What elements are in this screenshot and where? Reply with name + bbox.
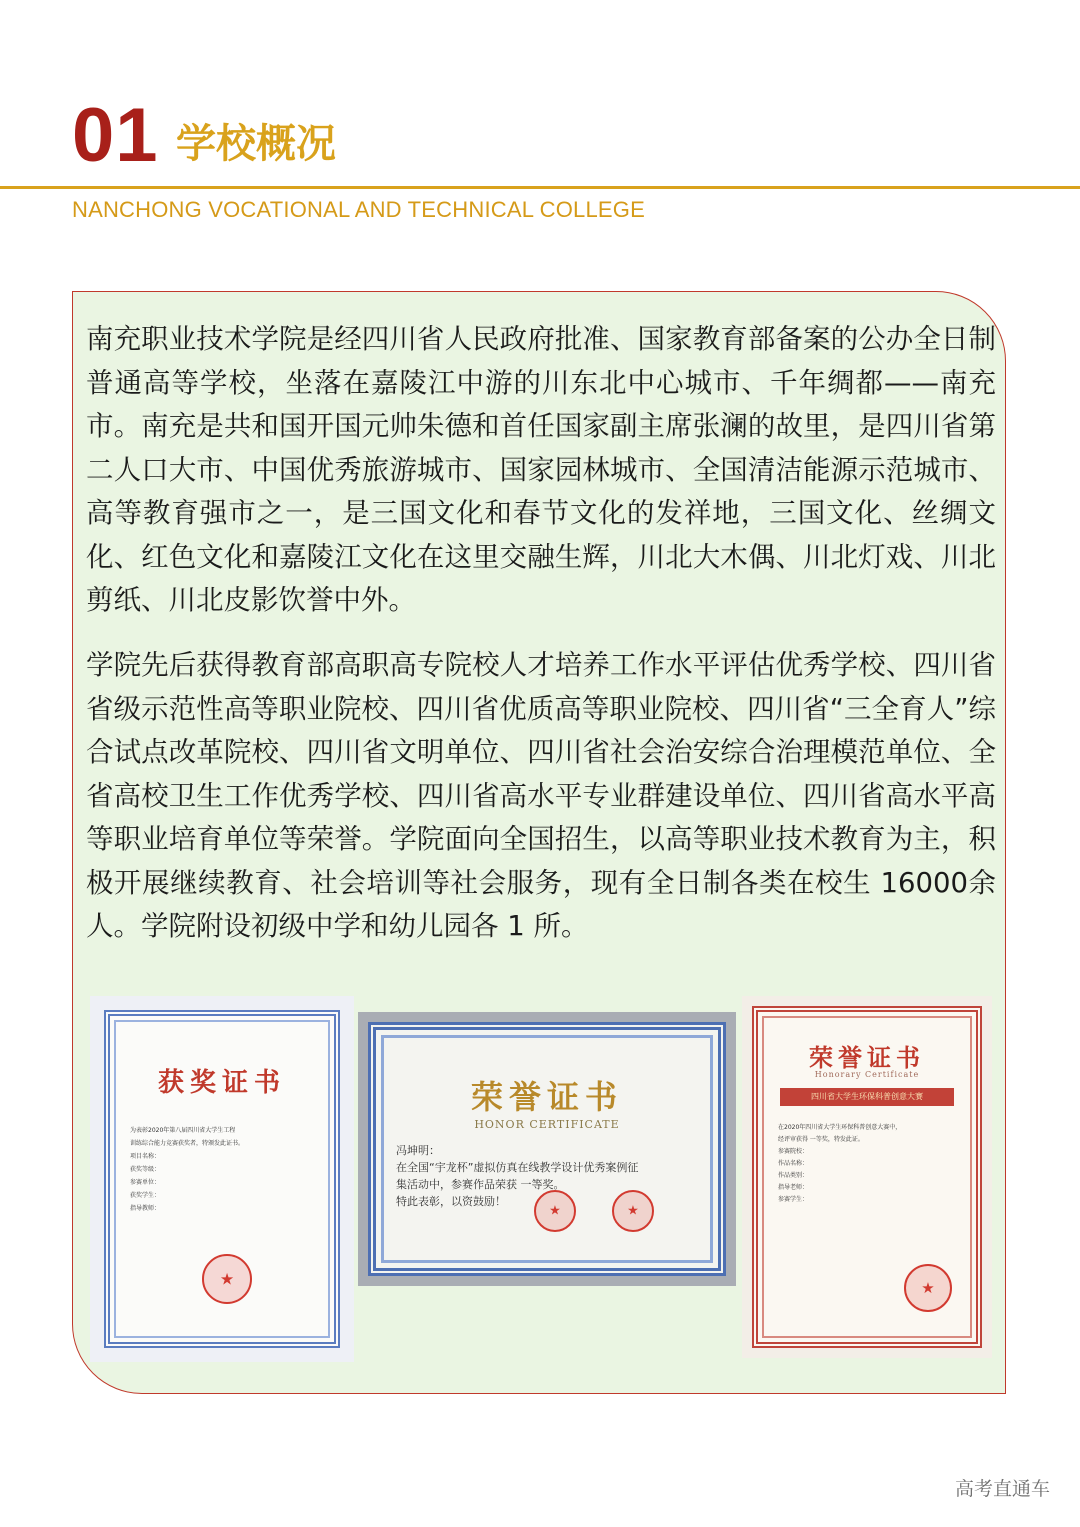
red-seal-icon bbox=[202, 1254, 252, 1304]
intro-paragraph-1: 南充职业技术学院是经四川省人民政府批准、国家教育部备案的公办全日制普通高等学校，坐落在嘉陵江中游的川东北中心城市、千年绸都——南充市。南充是共和国开国元帅朱德和首任国家副主席张澜的故里，是四川省第二人口大市、中国优秀旅游城市、国家园林城市、全国清洁能源示范城市、高等教育强市之一，是三国文化和春节文化的发祥地，三国文化、丝绸文化、红色文化和嘉陵江文化在这里交融生辉，川北大木偶、川北灯戏、川北剪纸、川北皮影饮誉中外。 bbox=[86, 323, 996, 616]
certificate-frame bbox=[752, 1006, 982, 1348]
certificate-line: 集活动中，参赛作品荣获 一等奖。 bbox=[396, 1178, 565, 1191]
certificate-line: 为表彰2020年第八届四川省大学生工程 bbox=[130, 1127, 236, 1134]
certificate-title: 荣誉证书 bbox=[470, 1078, 623, 1116]
certificate-title: 荣誉证书 bbox=[809, 1043, 925, 1072]
red-seal-icon bbox=[904, 1264, 952, 1312]
red-seal-icon bbox=[612, 1190, 654, 1232]
certificate-subtitle: HONOR CERTIFICATE bbox=[474, 1118, 620, 1131]
certificate-line: 指导教师： bbox=[130, 1205, 161, 1212]
certificate-line: 特此表彰，以资鼓励！ bbox=[396, 1195, 506, 1208]
watermark-text: 高考直通车 bbox=[954, 1478, 1050, 1500]
certificate-line: 作品类别： bbox=[778, 1172, 809, 1179]
certificate-line: 获奖学生： bbox=[130, 1192, 161, 1199]
certificate-line: 参赛学生： bbox=[778, 1196, 809, 1203]
certificate-line: 参赛单位： bbox=[130, 1179, 161, 1186]
award-certificate-image bbox=[90, 996, 354, 1362]
environmental-contest-certificate-image bbox=[742, 996, 992, 1358]
section-title: 学校概况 bbox=[176, 121, 336, 167]
certificate-line: 训练综合能力竞赛获奖者，特颁发此证书。 bbox=[130, 1140, 245, 1147]
certificate-line: 在2020年四川省大学生环保科普创意大赛中， bbox=[778, 1124, 902, 1131]
certificate-line: 获奖等级： bbox=[130, 1166, 161, 1173]
certificate-text bbox=[130, 1124, 314, 1215]
certificate-line: 作品名称： bbox=[778, 1160, 809, 1167]
college-english-name: NANCHONG VOCATIONAL AND TECHNICAL COLLEGE bbox=[72, 197, 645, 222]
certificate-line: 项目名称： bbox=[130, 1153, 161, 1160]
red-seal-icon bbox=[534, 1190, 576, 1232]
certificate-text bbox=[778, 1122, 956, 1206]
certificate-line: 参赛院校： bbox=[778, 1148, 809, 1155]
certificate-line: 在全国“宇龙杯”虚拟仿真在线教学设计优秀案例征 bbox=[396, 1161, 639, 1174]
certificate-line: 经评审获得 一等奖，特发此证。 bbox=[778, 1136, 864, 1143]
certificate-line: 冯坤明： bbox=[396, 1144, 440, 1157]
certificate-frame bbox=[368, 1022, 726, 1276]
certificate-banner: 四川省大学生环保科普创意大赛 bbox=[780, 1088, 954, 1106]
certificate-title: 获奖证书 bbox=[157, 1068, 286, 1098]
certificate-line: 指导老师： bbox=[778, 1184, 809, 1191]
honor-certificate-image bbox=[358, 1012, 736, 1286]
section-number: 01 bbox=[72, 93, 159, 178]
header-divider bbox=[0, 186, 1080, 189]
certificate-frame bbox=[104, 1010, 340, 1348]
certificate-subtitle: Honorary Certificate bbox=[814, 1070, 920, 1079]
intro-paragraph-2: 学院先后获得教育部高职高专院校人才培养工作水平评估优秀学校、四川省省级示范性高等职业院校、四川省优质高等职业院校、四川省“三全育人”综合试点改革院校、四川省文明单位、四川省社会治安综合治理模范单位、全省高校卫生工作优秀学校、四川省高水平专业群建设单位、四川省高水平高等职业培育单位等荣誉。学院面向全国招生，以高等职业技术教育为主，积极开展继续教育、社会培训等社会服务，现有全日制各类在校生 16000余人。学院附设初级中学和幼儿园各 1 所。 bbox=[86, 649, 996, 942]
